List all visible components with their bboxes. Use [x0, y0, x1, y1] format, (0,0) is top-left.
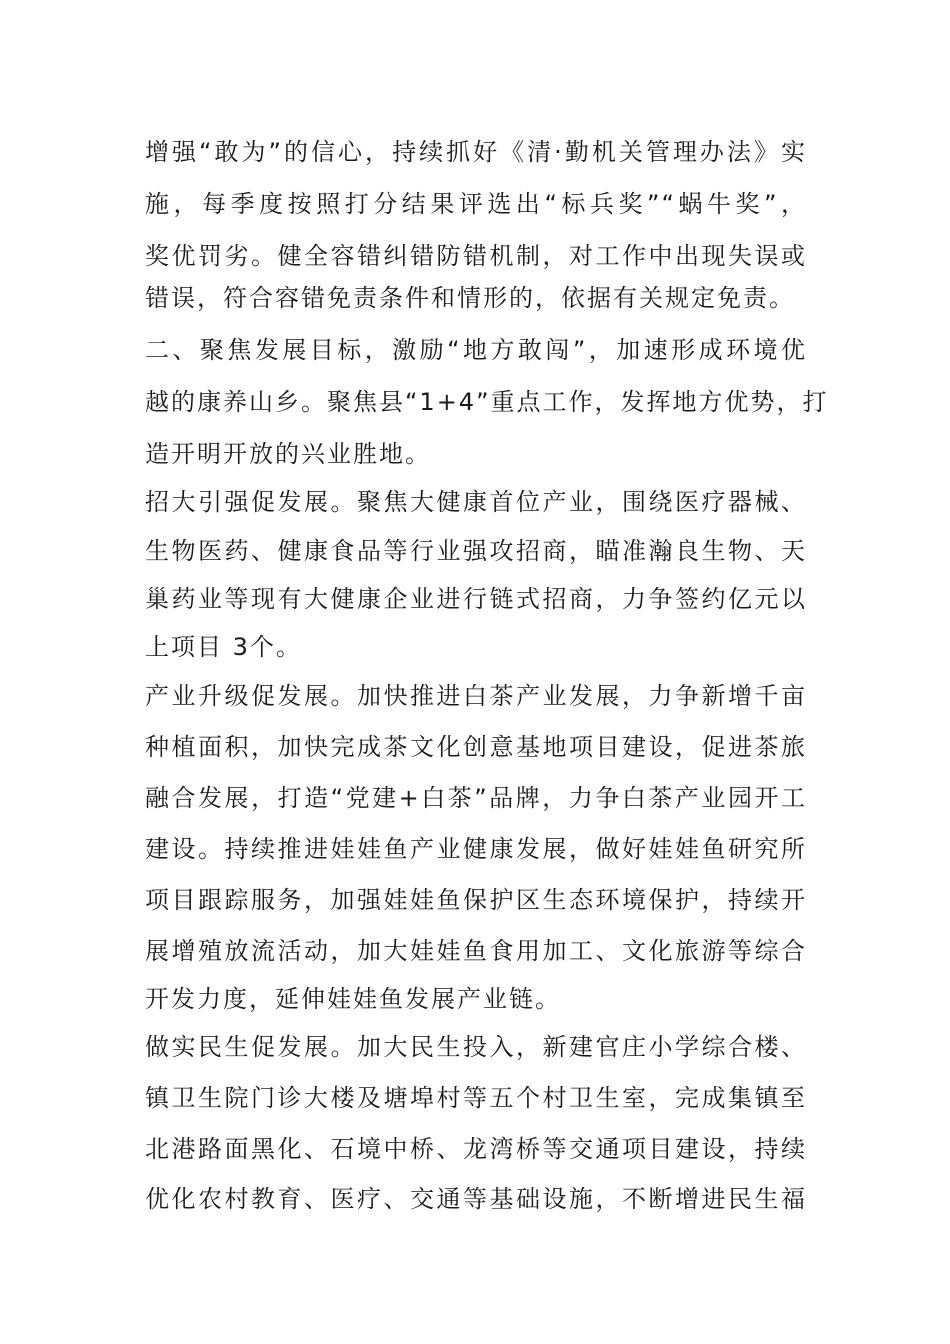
section-heading-line: 造开明开放的兴业胜地。 [145, 440, 431, 468]
section-heading-line: 越的康养山乡。聚焦县“1+4”重点工作，发挥地方优势，打 [145, 388, 829, 416]
text-line: 增强“敢为”的信心，持续抓好《清·勤机关管理办法》实 [145, 138, 807, 166]
text-line: 建设。持续推进娃娃鱼产业健康发展，做好娃娃鱼研究所 [145, 835, 807, 863]
section-heading-line: 二、聚焦发展目标，激励“地方敢闯”，加速形成环境优 [145, 336, 807, 364]
text-line: 巢药业等现有大健康企业进行链式招商，力争签约亿元以 [145, 585, 807, 613]
text-line: 上项目 3个。 [145, 633, 302, 661]
text-line: 镇卫生院门诊大楼及塘埠村等五个村卫生室，完成集镇至 [145, 1084, 807, 1112]
text-line: 种植面积，加快完成茶文化创意基地项目建设，促进茶旅 [145, 733, 807, 761]
text-line: 生物医药、健康食品等行业强攻招商，瞄准瀚良生物、天 [145, 537, 807, 565]
text-line: 奖优罚劣。健全容错纠错防错机制，对工作中出现失误或 [145, 242, 807, 270]
text-line: 北港路面黑化、石境中桥、龙湾桥等交通项目建设，持续 [145, 1135, 807, 1163]
text-line: 错误，符合容错免责条件和情形的，依据有关规定免责。 [145, 284, 795, 312]
text-line: 施，每季度按照打分结果评选出“标兵奖”“蜗牛奖”， [145, 190, 807, 218]
text-line: 产业升级促发展。加快推进白茶产业发展，力争新增千亩 [145, 682, 807, 710]
text-line: 做实民生促发展。加大民生投入，新建官庄小学综合楼、 [145, 1033, 807, 1061]
text-line: 开发力度，延伸娃娃鱼发展产业链。 [145, 985, 561, 1013]
text-line: 招大引强促发展。聚焦大健康首位产业，围绕医疗器械、 [145, 488, 807, 516]
text-line: 融合发展，打造“党建+白茶”品牌，力争白茶产业园开工 [145, 784, 807, 812]
text-line: 展增殖放流活动，加大娃娃鱼食用加工、文化旅游等综合 [145, 937, 807, 965]
text-line: 优化农村教育、医疗、交通等基础设施，不断增进民生福 [145, 1185, 807, 1213]
text-line: 项目跟踪服务，加强娃娃鱼保护区生态环境保护，持续开 [145, 886, 807, 914]
